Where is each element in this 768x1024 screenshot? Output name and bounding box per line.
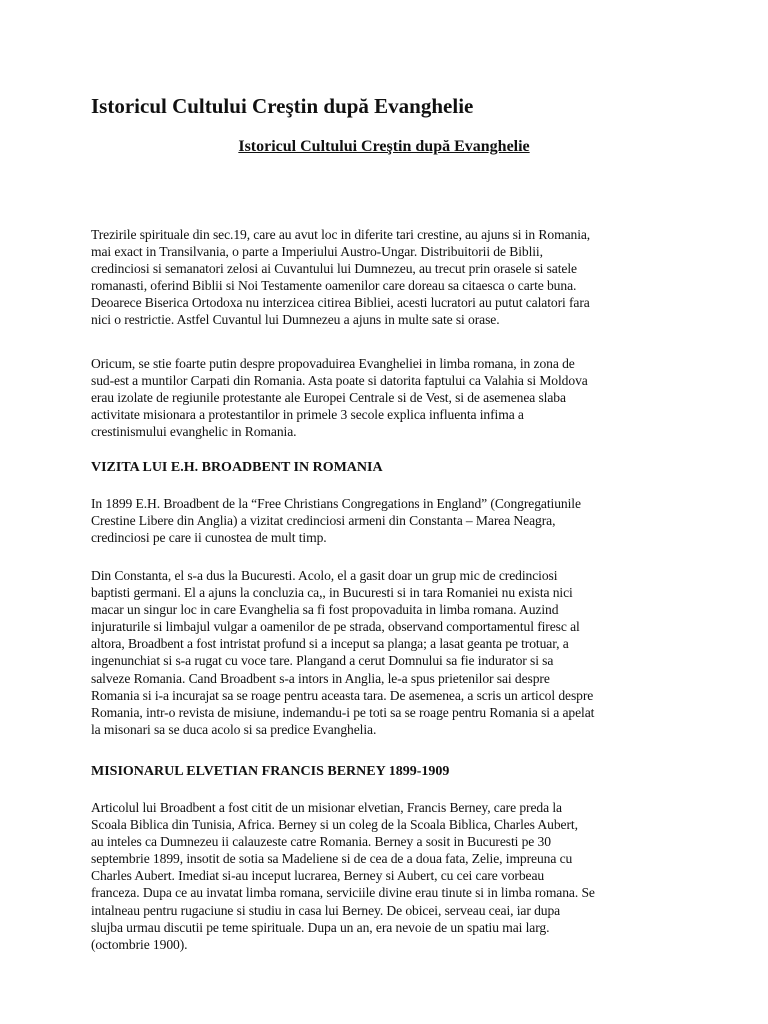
paragraph-line: baptisti germani. El a ajuns la concluzia ca,, in Bucuresti si in tara Romaniei nu exista nici <box>91 585 573 601</box>
paragraph-line: crestinismului evanghelic in Romania. <box>91 424 297 440</box>
paragraph-line: Romania si i-a incurajat sa se roage pentru aceasta tara. De asemenea, a scris un articol despre <box>91 687 594 703</box>
paragraph-line: slujba urmau discutii pe teme spirituale. Dupa un an, era nevoie de un spatiu mai larg. <box>91 919 550 935</box>
document-subtitle: Istoricul Cultului Creştin după Evanghelie <box>238 138 530 155</box>
paragraph-broadbent-visit <box>91 495 687 546</box>
paragraph-line: ingenunchiat si s-a rugat cu voce tare. Plangand a cerut Domnului sa fie indurator si sa <box>91 653 554 669</box>
paragraph-line: mai exact in Transilvania, o parte a Imperiului Austro-Ungar. Distribuitorii de Biblii, <box>91 244 543 260</box>
paragraph-trezirile <box>91 226 687 329</box>
paragraph-line: Charles Aubert. Imediat si-au inceput lucrarea, Berney si Aubert, cu cei care vorbeau <box>91 868 545 884</box>
paragraph-line: (octombrie 1900). <box>91 936 188 952</box>
paragraph-berney <box>91 799 687 953</box>
paragraph-line: salveze Romania. Cand Broadbent s-a intors in Anglia, le-a spus prietenilor sai despre <box>91 670 550 686</box>
paragraph-line: septembrie 1899, insotit de sotia sa Madeliene si de cea de a doua fata, Zelie, impreuna cu <box>91 851 573 867</box>
document-title: Istoricul Cultului Creştin după Evanghelie <box>91 94 474 118</box>
paragraph-line: injuraturile si limbajul vulgar a oamenilor de pe strada, observand comportamentul firesc al <box>91 619 580 635</box>
paragraph-line: Deoarece Biserica Ortodoxa nu interzicea citirea Bibliei, acesti lucratori au putut calatori fara <box>91 295 590 311</box>
paragraph-line: sud-est a muntilor Carpati din Romania. Asta poate si datorita faptului ca Valahia si Moldova <box>91 373 588 389</box>
paragraph-constanta <box>91 567 687 738</box>
paragraph-oricum <box>91 355 687 440</box>
paragraph-line: intalneau pentru rugaciune si studiu in casa lui Berney. De obicei, serveau ceai, iar dupa <box>91 902 561 918</box>
section-heading-broadbent: VIZITA LUI E.H. BROADBENT IN ROMANIA <box>91 460 383 475</box>
paragraph-line: Articolul lui Broadbent a fost citit de un misionar elvetian, Francis Berney, care preda la <box>91 800 562 815</box>
paragraph-line: macar un singur loc in care Evanghelia sa fi fost propovaduita in limba romana. Auzind <box>91 602 559 618</box>
paragraph-line: franceza. Dupa ce au invatat limba romana, serviciile divine erau tinute si in limba romana. Se <box>91 885 595 901</box>
paragraph-line: Din Constanta, el s-a dus la Bucuresti. Acolo, el a gasit doar un grup mic de credinciosi <box>91 568 558 583</box>
section-heading-berney: MISIONARUL ELVETIAN FRANCIS BERNEY 1899-1909 <box>91 764 450 779</box>
paragraph-line: la misonari sa se duca acolo si sa predice Evanghelia. <box>91 721 377 737</box>
paragraph-line: altora, Broadbent a fost intristat profund si a inceput sa planga; a lasat geanta pe trotuar, a <box>91 636 569 652</box>
paragraph-line: In 1899 E.H. Broadbent de la “Free Christians Congregations in England” (Congregatiunile <box>91 496 581 511</box>
paragraph-line: credinciosi si semanatori zelosi ai Cuvantului lui Dumnezeu, au trecut prin orasele si satele <box>91 261 577 277</box>
paragraph-line: au inteles ca Dumnezeu ii calauzeste catre Romania. Berney a sosit in Bucuresti pe 30 <box>91 834 551 850</box>
paragraph-line: Trezirile spirituale din sec.19, care au avut loc in diferite tari crestine, au ajuns si in Romania, <box>91 227 591 242</box>
paragraph-line: Crestine Libere din Anglia) a vizitat credinciosi armeni din Constanta – Marea Neagra, <box>91 513 556 529</box>
paragraph-line: nici o restrictie. Astfel Cuvantul lui Dumnezeu a ajuns in multe sate si orase. <box>91 312 500 328</box>
paragraph-line: romanasti, oferind Biblii si Noi Testamente oamenilor care doreau sa citaesca o carte buna. <box>91 278 577 294</box>
paragraph-line: credinciosi pe care ii cunostea de mult timp. <box>91 530 327 546</box>
paragraph-line: erau izolate de regiunile protestante ale Europei Centrale si de Vest, si de asemenea slaba <box>91 390 566 406</box>
paragraph-line: Oricum, se stie foarte putin despre propovaduirea Evangheliei in limba romana, in zona de <box>91 356 575 371</box>
paragraph-line: Romania, intr-o revista de misiune, indemandu-i pe toti sa se roage pentru Romania si a apelat <box>91 704 595 720</box>
paragraph-line: Scoala Biblica din Tunisia, Africa. Berney si un coleg de la Scoala Biblica, Charles Aubert, <box>91 817 578 833</box>
paragraph-line: activitate misionara a protestantilor in primele 3 secole explica influenta infima a <box>91 407 524 423</box>
